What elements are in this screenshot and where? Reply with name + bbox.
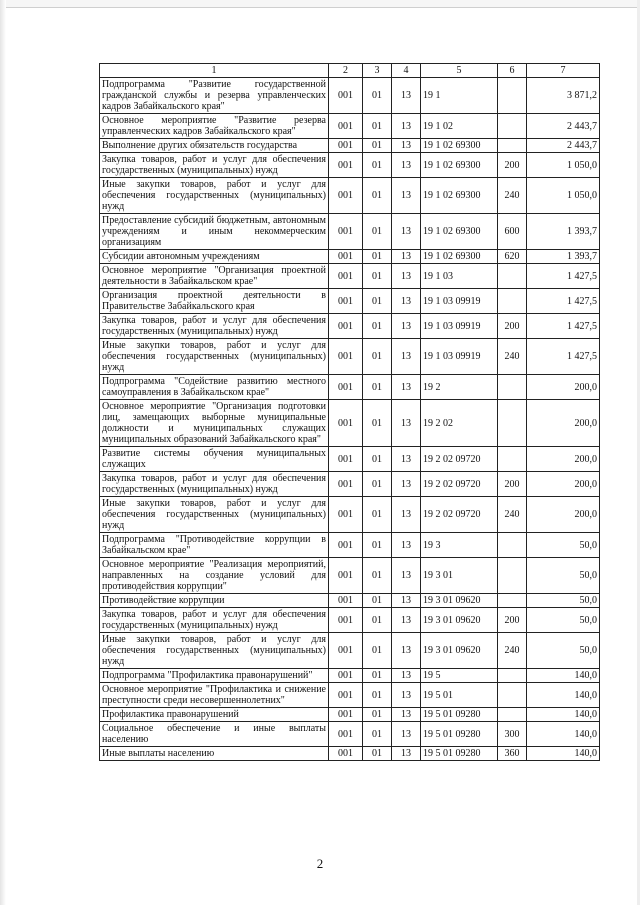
table-row: [100, 114, 600, 139]
table-row: [100, 139, 600, 153]
table-row: [100, 264, 600, 289]
cell-subsection: 13: [392, 114, 421, 139]
table-row: [100, 78, 600, 114]
cell-admin-code: 001: [329, 747, 363, 761]
cell-name: Иные закупки товаров, работ и услуг для обеспечения государственных (муниципальных) нужд: [100, 497, 329, 533]
cell-name: Основное мероприятие "Реализация мероприятий, направленных на создание условий для противодействия коррупции": [100, 558, 329, 594]
cell-admin-code: 001: [329, 264, 363, 289]
table-row: [100, 375, 600, 400]
cell-name: Иные закупки товаров, работ и услуг для обеспечения государственных (муниципальных) нужд: [100, 339, 329, 375]
table-row: [100, 314, 600, 339]
header-cell-target-item: 5: [421, 64, 498, 78]
cell-subsection: 13: [392, 375, 421, 400]
cell-subsection: 13: [392, 78, 421, 114]
cell-target-item: 19 3 01: [421, 558, 498, 594]
header-cell-section: 3: [363, 64, 392, 78]
cell-amount: 50,0: [527, 558, 600, 594]
cell-target-item: 19 1 03 09919: [421, 314, 498, 339]
cell-target-item: 19 3: [421, 533, 498, 558]
cell-name: Закупка товаров, работ и услуг для обеспечения государственных (муниципальных) нужд: [100, 472, 329, 497]
cell-name: Иные закупки товаров, работ и услуг для обеспечения государственных (муниципальных) нужд: [100, 633, 329, 669]
table-row: [100, 289, 600, 314]
cell-admin-code: 001: [329, 558, 363, 594]
cell-name: Организация проектной деятельности в Правительстве Забайкальского края: [100, 289, 329, 314]
table-row: [100, 669, 600, 683]
cell-target-item: 19 1 02 69300: [421, 250, 498, 264]
cell-expense-type: 240: [498, 339, 527, 375]
table-row: [100, 497, 600, 533]
header-cell-name: 1: [100, 64, 329, 78]
cell-section: 01: [363, 178, 392, 214]
cell-expense-type: [498, 289, 527, 314]
cell-section: 01: [363, 400, 392, 447]
cell-expense-type: 240: [498, 497, 527, 533]
cell-amount: 2 443,7: [527, 139, 600, 153]
cell-expense-type: 240: [498, 633, 527, 669]
cell-amount: 200,0: [527, 472, 600, 497]
cell-amount: 2 443,7: [527, 114, 600, 139]
cell-name: Профилактика правонарушений: [100, 708, 329, 722]
page-number: 2: [316, 856, 324, 871]
cell-name: Выполнение других обязательств государства: [100, 139, 329, 153]
cell-section: 01: [363, 708, 392, 722]
cell-target-item: 19 1: [421, 78, 498, 114]
cell-subsection: 13: [392, 594, 421, 608]
cell-target-item: 19 3 01 09620: [421, 594, 498, 608]
cell-admin-code: 001: [329, 594, 363, 608]
table-row: [100, 250, 600, 264]
cell-name: Подпрограмма "Содействие развитию местного самоуправления в Забайкальском крае": [100, 375, 329, 400]
cell-expense-type: [498, 669, 527, 683]
cell-subsection: 13: [392, 608, 421, 633]
cell-admin-code: 001: [329, 375, 363, 400]
cell-amount: 1 393,7: [527, 214, 600, 250]
cell-target-item: 19 5 01 09280: [421, 722, 498, 747]
cell-amount: 1 427,5: [527, 339, 600, 375]
cell-name: Субсидии автономным учреждениям: [100, 250, 329, 264]
cell-subsection: 13: [392, 708, 421, 722]
table-row: [100, 214, 600, 250]
cell-amount: 1 427,5: [527, 264, 600, 289]
cell-subsection: 13: [392, 400, 421, 447]
cell-subsection: 13: [392, 339, 421, 375]
cell-target-item: 19 1 02 69300: [421, 139, 498, 153]
cell-name: Закупка товаров, работ и услуг для обеспечения государственных (муниципальных) нужд: [100, 608, 329, 633]
header-cell-amount: 7: [527, 64, 600, 78]
cell-name: Иные закупки товаров, работ и услуг для обеспечения государственных (муниципальных) нужд: [100, 178, 329, 214]
table-row: [100, 708, 600, 722]
cell-admin-code: 001: [329, 178, 363, 214]
cell-section: 01: [363, 497, 392, 533]
cell-amount: 50,0: [527, 594, 600, 608]
header-cell-subsection: 4: [392, 64, 421, 78]
table-row: [100, 447, 600, 472]
table-row: [100, 400, 600, 447]
header-cell-expense-type: 6: [498, 64, 527, 78]
cell-subsection: 13: [392, 139, 421, 153]
cell-subsection: 13: [392, 314, 421, 339]
cell-amount: 1 050,0: [527, 178, 600, 214]
cell-target-item: 19 1 03: [421, 264, 498, 289]
cell-name: Закупка товаров, работ и услуг для обеспечения государственных (муниципальных) нужд: [100, 153, 329, 178]
cell-section: 01: [363, 722, 392, 747]
cell-subsection: 13: [392, 264, 421, 289]
header-cell-admin: 2: [329, 64, 363, 78]
cell-section: 01: [363, 264, 392, 289]
cell-section: 01: [363, 78, 392, 114]
cell-target-item: 19 2: [421, 375, 498, 400]
cell-amount: 1 050,0: [527, 153, 600, 178]
cell-amount: 140,0: [527, 708, 600, 722]
cell-admin-code: 001: [329, 633, 363, 669]
cell-expense-type: [498, 683, 527, 708]
cell-expense-type: 200: [498, 153, 527, 178]
table-row: [100, 594, 600, 608]
cell-target-item: 19 1 02: [421, 114, 498, 139]
cell-expense-type: [498, 708, 527, 722]
cell-section: 01: [363, 533, 392, 558]
cell-subsection: 13: [392, 633, 421, 669]
cell-expense-type: [498, 558, 527, 594]
cell-admin-code: 001: [329, 250, 363, 264]
table-row: [100, 153, 600, 178]
cell-subsection: 13: [392, 214, 421, 250]
cell-amount: 140,0: [527, 722, 600, 747]
cell-admin-code: 001: [329, 114, 363, 139]
cell-expense-type: [498, 594, 527, 608]
cell-expense-type: [498, 139, 527, 153]
cell-expense-type: 620: [498, 250, 527, 264]
cell-subsection: 13: [392, 153, 421, 178]
cell-name: Противодействие коррупции: [100, 594, 329, 608]
cell-name: Социальное обеспечение и иные выплаты населению: [100, 722, 329, 747]
cell-admin-code: 001: [329, 153, 363, 178]
cell-target-item: 19 5 01 09280: [421, 747, 498, 761]
cell-expense-type: 200: [498, 608, 527, 633]
cell-expense-type: [498, 264, 527, 289]
cell-amount: 50,0: [527, 633, 600, 669]
cell-admin-code: 001: [329, 533, 363, 558]
cell-section: 01: [363, 139, 392, 153]
cell-expense-type: 200: [498, 472, 527, 497]
cell-subsection: 13: [392, 497, 421, 533]
cell-section: 01: [363, 314, 392, 339]
cell-name: Основное мероприятие "Организация проектной деятельности в Забайкальском крае": [100, 264, 329, 289]
cell-section: 01: [363, 669, 392, 683]
budget-table: [99, 63, 600, 761]
cell-name: Основное мероприятие "Развитие резерва управленческих кадров Забайкальского края": [100, 114, 329, 139]
cell-section: 01: [363, 472, 392, 497]
cell-name: Иные выплаты населению: [100, 747, 329, 761]
cell-admin-code: 001: [329, 214, 363, 250]
header-row: [100, 64, 600, 78]
cell-name: Подпрограмма "Противодействие коррупции в Забайкальском крае": [100, 533, 329, 558]
cell-name: Развитие системы обучения муниципальных служащих: [100, 447, 329, 472]
table-row: [100, 533, 600, 558]
cell-expense-type: [498, 375, 527, 400]
cell-target-item: 19 1 03 09919: [421, 289, 498, 314]
cell-amount: 200,0: [527, 447, 600, 472]
cell-section: 01: [363, 339, 392, 375]
cell-target-item: 19 5 01 09280: [421, 708, 498, 722]
cell-target-item: 19 2 02 09720: [421, 497, 498, 533]
cell-expense-type: 600: [498, 214, 527, 250]
cell-admin-code: 001: [329, 669, 363, 683]
cell-amount: 140,0: [527, 747, 600, 761]
cell-admin-code: 001: [329, 78, 363, 114]
cell-target-item: 19 3 01 09620: [421, 633, 498, 669]
cell-expense-type: [498, 447, 527, 472]
cell-name: Подпрограмма "Развитие государственной гражданской службы и резерва управленческих кадров Забайкальского края": [100, 78, 329, 114]
cell-amount: 200,0: [527, 400, 600, 447]
cell-admin-code: 001: [329, 722, 363, 747]
table-header: [100, 64, 600, 78]
table-row: [100, 633, 600, 669]
cell-subsection: 13: [392, 250, 421, 264]
cell-target-item: 19 1 02 69300: [421, 178, 498, 214]
cell-amount: 50,0: [527, 533, 600, 558]
cell-subsection: 13: [392, 472, 421, 497]
cell-target-item: 19 2 02 09720: [421, 472, 498, 497]
cell-name: Основное мероприятие "Профилактика и снижение преступности среди несовершеннолетних": [100, 683, 329, 708]
cell-admin-code: 001: [329, 289, 363, 314]
cell-target-item: 19 3 01 09620: [421, 608, 498, 633]
cell-expense-type: [498, 400, 527, 447]
cell-admin-code: 001: [329, 339, 363, 375]
table-row: [100, 558, 600, 594]
cell-subsection: 13: [392, 722, 421, 747]
cell-admin-code: 001: [329, 400, 363, 447]
cell-admin-code: 001: [329, 608, 363, 633]
cell-expense-type: 240: [498, 178, 527, 214]
cell-amount: 1 427,5: [527, 314, 600, 339]
cell-expense-type: 360: [498, 747, 527, 761]
cell-section: 01: [363, 289, 392, 314]
cell-subsection: 13: [392, 447, 421, 472]
cell-subsection: 13: [392, 533, 421, 558]
cell-expense-type: [498, 78, 527, 114]
cell-amount: 50,0: [527, 608, 600, 633]
cell-target-item: 19 1 02 69300: [421, 214, 498, 250]
cell-section: 01: [363, 214, 392, 250]
cell-section: 01: [363, 558, 392, 594]
cell-name: Основное мероприятие "Организация подготовки лиц, замещающих выборные муниципальные должности и муниципальных служащих муниципальных образований Забайкальского края": [100, 400, 329, 447]
cell-admin-code: 001: [329, 472, 363, 497]
cell-admin-code: 001: [329, 314, 363, 339]
cell-section: 01: [363, 447, 392, 472]
cell-section: 01: [363, 747, 392, 761]
cell-subsection: 13: [392, 178, 421, 214]
cell-target-item: 19 2 02: [421, 400, 498, 447]
table-row: [100, 339, 600, 375]
cell-admin-code: 001: [329, 139, 363, 153]
cell-section: 01: [363, 594, 392, 608]
cell-admin-code: 001: [329, 497, 363, 533]
cell-subsection: 13: [392, 289, 421, 314]
cell-amount: 1 393,7: [527, 250, 600, 264]
cell-section: 01: [363, 153, 392, 178]
cell-section: 01: [363, 608, 392, 633]
cell-section: 01: [363, 633, 392, 669]
cell-expense-type: 300: [498, 722, 527, 747]
cell-target-item: 19 1 03 09919: [421, 339, 498, 375]
cell-amount: 140,0: [527, 669, 600, 683]
cell-section: 01: [363, 375, 392, 400]
table-row: [100, 608, 600, 633]
cell-admin-code: 001: [329, 447, 363, 472]
cell-name: Подпрограмма "Профилактика правонарушений": [100, 669, 329, 683]
cell-subsection: 13: [392, 747, 421, 761]
cell-subsection: 13: [392, 669, 421, 683]
table-row: [100, 472, 600, 497]
cell-section: 01: [363, 114, 392, 139]
cell-amount: 140,0: [527, 683, 600, 708]
cell-target-item: 19 5 01: [421, 683, 498, 708]
table-row: [100, 722, 600, 747]
cell-amount: 200,0: [527, 497, 600, 533]
cell-name: Закупка товаров, работ и услуг для обеспечения государственных (муниципальных) нужд: [100, 314, 329, 339]
cell-expense-type: 200: [498, 314, 527, 339]
cell-admin-code: 001: [329, 708, 363, 722]
cell-name: Предоставление субсидий бюджетным, автономным учреждениям и иным некоммерческим организациям: [100, 214, 329, 250]
cell-target-item: 19 2 02 09720: [421, 447, 498, 472]
cell-amount: 200,0: [527, 375, 600, 400]
table-row: [100, 747, 600, 761]
cell-admin-code: 001: [329, 683, 363, 708]
cell-amount: 1 427,5: [527, 289, 600, 314]
cell-subsection: 13: [392, 683, 421, 708]
cell-target-item: 19 5: [421, 669, 498, 683]
cell-expense-type: [498, 533, 527, 558]
cell-target-item: 19 1 02 69300: [421, 153, 498, 178]
cell-section: 01: [363, 683, 392, 708]
cell-subsection: 13: [392, 558, 421, 594]
table-body: [100, 78, 600, 761]
cell-expense-type: [498, 114, 527, 139]
scan-top-edge: [0, 0, 640, 8]
scan-left-edge: [0, 0, 6, 905]
cell-section: 01: [363, 250, 392, 264]
cell-amount: 3 871,2: [527, 78, 600, 114]
table-row: [100, 178, 600, 214]
table-row: [100, 683, 600, 708]
